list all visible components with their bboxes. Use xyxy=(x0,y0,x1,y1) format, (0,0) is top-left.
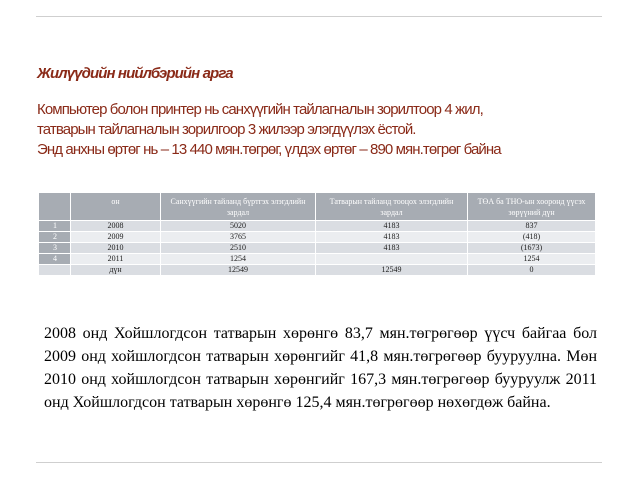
cell-tax: 4183 xyxy=(316,232,468,243)
cell-financial: 3765 xyxy=(161,232,316,243)
total-label: дүн xyxy=(71,265,161,276)
lead-line-3: Энд анхны өртөг нь – 13 440 мян.төгрөг, үлдэх өртөг – 890 мян.төгрөг байна xyxy=(37,141,501,158)
cell-tax: 4183 xyxy=(316,221,468,232)
table-row xyxy=(39,243,596,254)
total-index xyxy=(39,265,71,276)
cell-year: 2008 xyxy=(71,221,161,232)
cell-financial: 5020 xyxy=(161,221,316,232)
cell-financial: 1254 xyxy=(161,254,316,265)
cell-financial: 2510 xyxy=(161,243,316,254)
header-tax-depreciation: Татварын тайланд тооцох элэгдлийн зардал xyxy=(316,193,468,221)
total-tax: 12549 xyxy=(316,265,468,276)
cell-year: 2010 xyxy=(71,243,161,254)
table-row xyxy=(39,221,596,232)
explanation-paragraph: 2008 онд Хойшлогдсон татварын хөрөнгө 83,7 мян.төгрөгөөр үүсч байгаа бол 2009 онд хойшлогдсон татварын хөрөнгийг 41,8 мян.төгрөгөөр бууруулна. Мөн 2010 онд хойшлогдсон татварын хөрөнгийг 167,3 мян.төгрөгөөр бууруулж 2011 онд Хойшлогдсон татварын хөрөнгө 125,4 мян.төгрөгөөр нөхөгдөж байна. xyxy=(44,325,597,411)
lead-line-1: Компьютер болон принтер нь санхүүгийн тайлагналын зорилтоор 4 жил, xyxy=(37,101,483,118)
top-divider xyxy=(36,16,602,17)
cell-difference: (1673) xyxy=(468,243,596,254)
total-difference: 0 xyxy=(468,265,596,276)
row-index: 2 xyxy=(39,232,71,243)
depreciation-table xyxy=(38,192,596,276)
header-difference: ТӨА ба ТНО-ын хооронд үүсэх зөрүүний дүн xyxy=(468,193,596,221)
row-index: 1 xyxy=(39,221,71,232)
table-row xyxy=(39,232,596,243)
row-index: 3 xyxy=(39,243,71,254)
table-total-row xyxy=(39,265,596,276)
total-financial: 12549 xyxy=(161,265,316,276)
header-year: он xyxy=(71,193,161,221)
cell-year: 2011 xyxy=(71,254,161,265)
heading-block xyxy=(37,64,607,160)
cell-year: 2009 xyxy=(71,232,161,243)
cell-tax xyxy=(316,254,468,265)
cell-difference: (418) xyxy=(468,232,596,243)
row-index: 4 xyxy=(39,254,71,265)
table-row xyxy=(39,254,596,265)
slide-subtitle: Жилүүдийн нийлбэрийн арга xyxy=(37,65,233,82)
cell-difference: 837 xyxy=(468,221,596,232)
cell-difference: 1254 xyxy=(468,254,596,265)
bottom-divider xyxy=(36,462,602,463)
lead-line-2: татварын тайлагналын зорилгоор 3 жилээр элэгдүүлэх ёстой. xyxy=(37,121,416,138)
cell-tax: 4183 xyxy=(316,243,468,254)
header-index xyxy=(39,193,71,221)
header-financial-depreciation: Санхүүгийн тайланд бүртгэх элэгдлийн зардал xyxy=(161,193,316,221)
table-header-row xyxy=(39,193,596,221)
